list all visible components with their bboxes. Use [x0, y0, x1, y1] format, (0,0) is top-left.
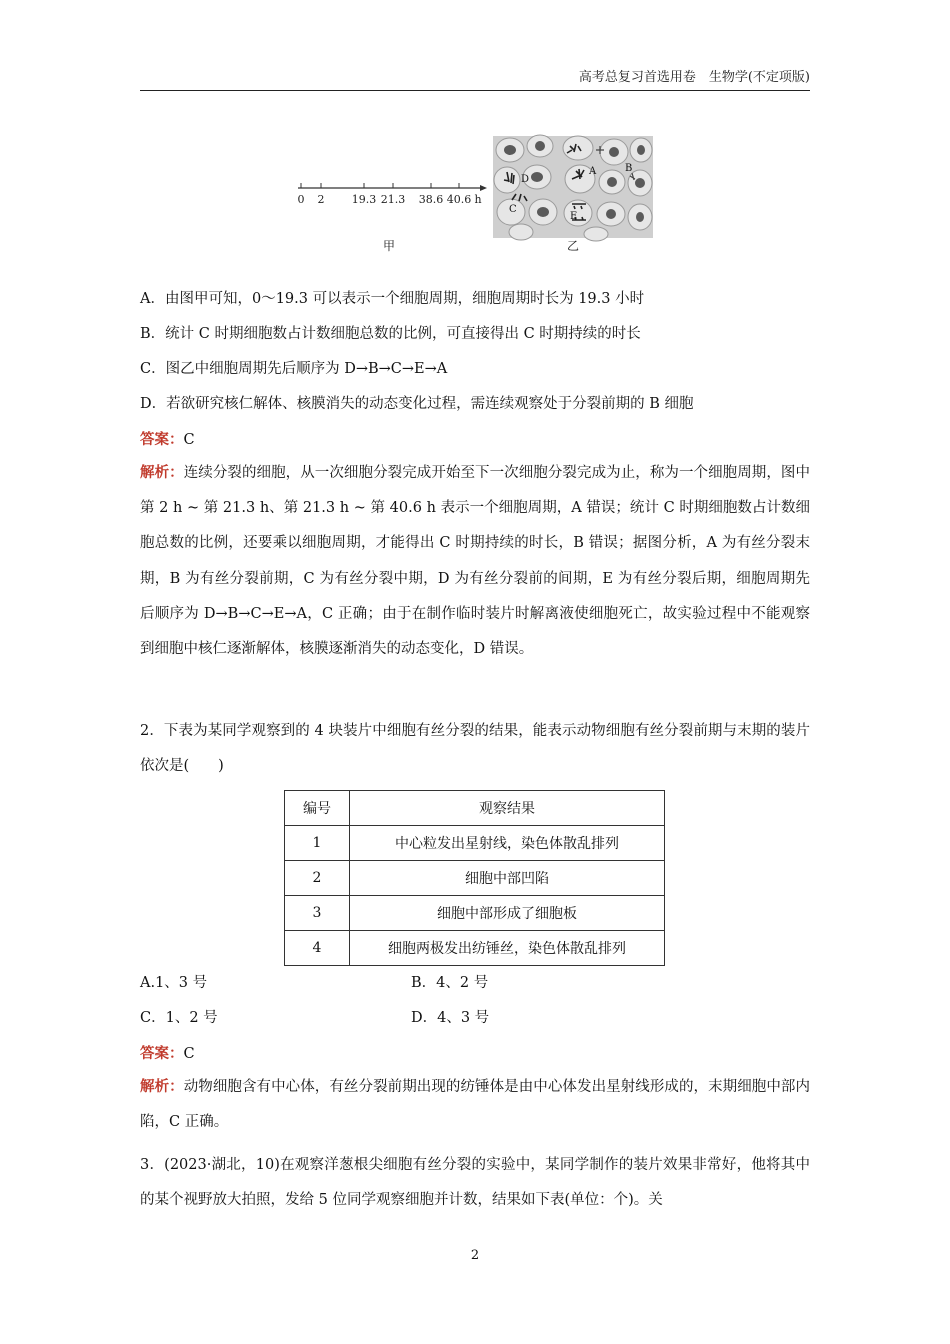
cell-label-a: A — [589, 166, 597, 177]
tick-label-21-3: 21.3 — [380, 193, 406, 206]
q2-analysis — [140, 1069, 810, 1140]
tick-label-2: 2 — [317, 193, 325, 206]
table-row — [285, 826, 665, 861]
table-cell: 4 — [285, 931, 350, 966]
table-row — [285, 931, 665, 966]
page-number: 2 — [470, 1248, 480, 1263]
micrograph-image — [493, 135, 653, 241]
table-cell: 细胞中部形成了细胞板 — [350, 896, 665, 931]
table-cell: 中心粒发出星射线，染色体散乱排列 — [350, 826, 665, 861]
timeline-arrow — [480, 185, 487, 191]
table-row — [285, 861, 665, 896]
q1-option-d: D．若欲研究核仁解体、核膜消失的动态变化过程，需连续观察处于分裂前期的 B 细胞 — [140, 396, 694, 412]
q1-option-a: A．由图甲可知，0～19.3 可以表示一个细胞周期，细胞周期时长为 19.3 小时 — [140, 291, 645, 307]
q1-analysis — [140, 455, 810, 667]
q1-option-b: B．统计 C 时期细胞数占计数细胞总数的比例，可直接得出 C 时期持续的时长 — [140, 326, 641, 342]
running-header: 高考总复习首选用卷 生物学(不定项版) — [140, 66, 810, 91]
cell-label-e: E — [570, 211, 578, 222]
tick-label-19-3: 19.3 — [351, 193, 377, 206]
q2-option-c: C．1、2 号 — [140, 1010, 218, 1026]
q1-option-c: C．图乙中细胞周期先后顺序为 D→B→C→E→A — [140, 361, 448, 377]
table-cell: 细胞两极发出纺锤丝，染色体散乱排列 — [350, 931, 665, 966]
q2-stem: 2．下表为某同学观察到的 4 块装片中细胞有丝分裂的结果，能表示动物细胞有丝分裂前期与末期的装片依次是( ) — [140, 723, 810, 775]
tick-label-38-6: 38.6 — [418, 193, 444, 206]
table-header-cell: 观察结果 — [350, 791, 665, 826]
q1-analysis-text: 连续分裂的细胞，从一次细胞分裂完成开始至下一次细胞分裂完成为止，称为一个细胞周期，图中第 2 h ~ 第 21.3 h、第 21.3 h ~ 第 40.6 h 表示一个细胞周期，A 错误；统计 C 时期细胞数占计数细胞总数的比例，还要乘以细胞周期，才能得出 C 时期持续的时长，B 错误；据图分析，A 为有丝分裂末期，B 为有丝分裂前期，C 为有丝分裂中期，D 为有丝分裂前的间期，E 为有丝分裂后期，细胞周期先后顺序为 D→B→C→E→A，C 正确；由于在制作临时装片时解离液使细胞死亡，故实验过程中不能观察到细胞中核仁逐渐解体，核膜逐渐消失的动态变化，D 错误。 — [140, 465, 810, 658]
tick-label-40-6: 40.6 — [446, 193, 472, 206]
q2-answer — [140, 1042, 195, 1063]
tick-label-h: h — [474, 193, 482, 206]
figure-label-jia: 甲 — [382, 239, 396, 253]
tick-label-0: 0 — [297, 193, 305, 206]
table-cell: 3 — [285, 896, 350, 931]
q2-option-d: D．4、3 号 — [411, 1010, 490, 1026]
table-row — [285, 896, 665, 931]
observation-table — [284, 790, 665, 966]
figure-label-yi: 乙 — [566, 239, 580, 253]
q1-analysis-label: 解析： — [140, 464, 184, 481]
table-cell: 2 — [285, 861, 350, 896]
q2-analysis-text: 动物细胞含有中心体，有丝分裂前期出现的纺锤体是由中心体发出星射线形成的，末期细胞中部内陷，C 正确。 — [140, 1079, 810, 1131]
q1-answer — [140, 428, 195, 449]
q1-answer-value: C — [183, 432, 195, 448]
cell-label-c: C — [509, 204, 517, 215]
q2-option-b: B．4、2 号 — [411, 975, 489, 991]
table-header-row — [285, 791, 665, 826]
q1-answer-label: 答案： — [140, 431, 184, 448]
table-header-cell: 编号 — [285, 791, 350, 826]
cell-label-b: B — [625, 163, 633, 174]
timeline-ticks — [301, 183, 459, 188]
q2-analysis-label: 解析： — [140, 1078, 184, 1095]
table-cell: 1 — [285, 826, 350, 861]
table-cell: 细胞中部凹陷 — [350, 861, 665, 896]
cell-label-d: D — [521, 174, 530, 185]
q2-option-a: A.1、3 号 — [140, 975, 208, 991]
q2-answer-label: 答案： — [140, 1045, 184, 1062]
figure-cell-cycle — [0, 0, 950, 270]
q3-stem: 3．(2023·湖北，10)在观察洋葱根尖细胞有丝分裂的实验中，某同学制作的装片效果非常好，他将其中的某个视野放大拍照，发给 5 位同学观察细胞并计数，结果如下表(单位：个)。关 — [140, 1157, 810, 1209]
q2-answer-value: C — [183, 1046, 195, 1062]
